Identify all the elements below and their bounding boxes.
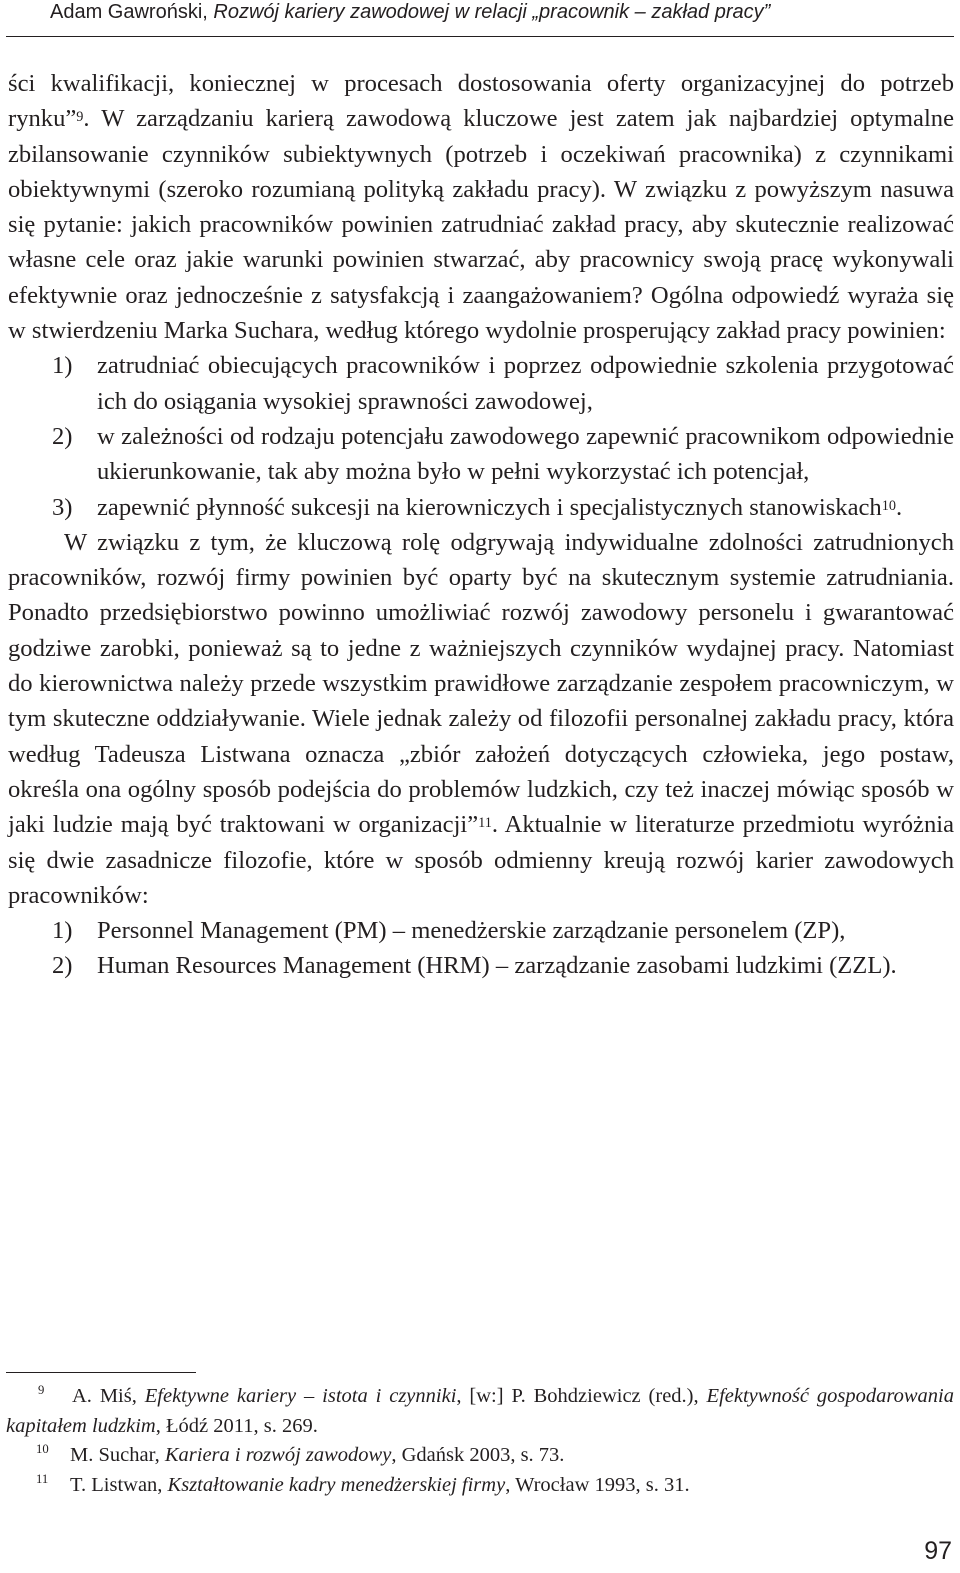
paragraph-1-text-b: . W zarządzaniu karierą zawodową kluczowe jest zatem jak najbardziej optymalne zbilansowanie czynników subiektywnych (potrzeb i oczekiwań pracownika) z czynnikami obiektywnymi (szeroko rozumianą polityką zakładu pracy). W związku z powyższym nasuwa się pytanie: jakich pracowników powinien zatrudniać zakład pracy, aby skutecznie realizować własne cele oraz jakie warunki powinien stwarzać, aby pracownicy swoją pracę wykonywali efektywnie oraz jednocześnie z satysfakcją i zaangażowaniem? Ogólna odpowiedź wyraża się w stwierdzeniu Marka Suchara, według którego wydolnie prosperujący zakład pracy powinien: [8,105,954,345]
footnote-10: 10 M. Suchar, Kariera i rozwój zawodowy, Gdańsk 2003, s. 73. [36,1442,565,1466]
footnote-author: M. Suchar, [70,1444,165,1466]
footnote-title: Kariera i rozwój zawodowy [164,1444,392,1466]
list-item-text: zatrudniać obiecujących pracowników i poprzez odpowiednie szkolenia przygotować ich do osiągania wysokiej sprawności zawodowej, [97,352,954,415]
footnote-text: , Łódź 2011, s. 269. [155,1414,318,1437]
header-author: Adam Gawroński, [50,1,208,23]
philosophies-list [8,913,954,984]
list-item-number: 1) [52,352,73,380]
list-item-text: Personnel Management (PM) – menedżerskie zarządzanie personelem (ZP), [97,917,846,945]
list-item-tail: . [895,493,903,521]
paragraph-1-text-a: ści kwalifikacji, koniecznej w procesach dostosowania oferty organizacyjnej do potrzeb rynku” [8,70,954,133]
list-item [8,419,954,490]
list-item-number: 1) [52,917,73,945]
main-text [8,66,954,984]
footnote-title: Efektywne kariery – istota i czynniki [144,1385,457,1407]
list-item-number: 2) [52,952,73,980]
header-title: Rozwój kariery zawodowej w relacji „pracownik – zakład pracy” [213,1,771,23]
footnote-title: Kształtowanie kadry menedżerskiej firmy [167,1473,506,1496]
page-number: 97 [924,1537,952,1565]
paragraph-2-text-b: . Aktualnie w literaturze przedmiotu wyróżnia się dwie zasadnicze filozofie, które w sposób odmienny kreują rozwój karier zawodowych pracowników: [8,811,954,909]
list-item [8,913,954,948]
paragraph-1 [8,66,954,348]
footnote-11: 11 T. Listwan, Kształtowanie kadry menedżerskiej firmy, Wrocław 1993, s. 31. [36,1471,690,1496]
footnote-author: A. Miś, [72,1385,145,1407]
footnote-text: , [w:] P. Bohdziewicz (red.), [456,1385,707,1407]
list-item [8,948,954,983]
list-item-text: w zależności od rodzaju potencjału zawodowego zapewnić pracownikom odpowiednie ukierunkowanie, tak aby można było w pełni wykorzystać ich potencjał, [97,422,954,486]
list-item-text: zapewnić płynność sukcesji na kierowniczych i specjalistycznych stanowiskach [97,493,882,521]
paragraph-2 [8,525,954,913]
footnote-9: 9 A. Miś, Efektywne kariery – istota i czynniki, [w:] P. Bohdziewicz (red.), Efektywność gospodarowania kapitałem ludzkim, Łódź 2011, s. 269. [6,1383,954,1437]
list-item-number: 3) [52,493,73,521]
requirements-list [8,348,954,524]
footnote-ref-9: 9 [76,109,84,126]
list-item [8,490,954,525]
header-rule [6,36,954,37]
footnote-title: Efektywność gospodarowania kapitałem ludzkim [6,1385,954,1437]
list-item-number: 2) [52,422,73,450]
list-item-text: Human Resources Management (HRM) – zarządzanie zasobami ludzkimi (ZZL). [97,952,897,980]
footnote-text: , Gdańsk 2003, s. 73. [391,1444,565,1466]
paragraph-2-text-a: W związku z tym, że kluczową rolę odgrywają indywidualne zdolności zatrudnionych pracowników, rozwój firmy powinien być oparty być na skutecznym systemie zatrudniania. Ponadto przedsiębiorstwo powinno umożliwiać rozwój zawodowy personelu i gwarantować godziwe zarobki, ponieważ są to jedne z ważniejszych czynników wydajnej pracy. Natomiast do kierownictwa należy przede wszystkim prawidłowe zarządzanie zespołem pracowniczym, w tym skuteczne oddziaływanie. Wiele jednak zależy od filozofii personalnej zakładu pracy, która według Tadeusza Listwana oznacza „zbiór założeń dotyczących człowieka, jego postaw, określa ona ogólny sposób podejścia do problemów ludzkich, czy też inaczej mówiąc sposób w jaki ludzie mają być traktowani w organizacji” [8,528,954,839]
footnotes [6,1382,954,1500]
footnote-text: , Wrocław 1993, s. 31. [505,1473,690,1496]
footnote-author: T. Listwan, [70,1473,168,1496]
running-header [0,0,960,38]
footnote-separator [6,1372,196,1373]
footnote-ref-11: 11 [478,815,492,832]
list-item [8,348,954,419]
running-header-text [50,0,770,24]
footnote-ref-10: 10 [881,497,896,514]
